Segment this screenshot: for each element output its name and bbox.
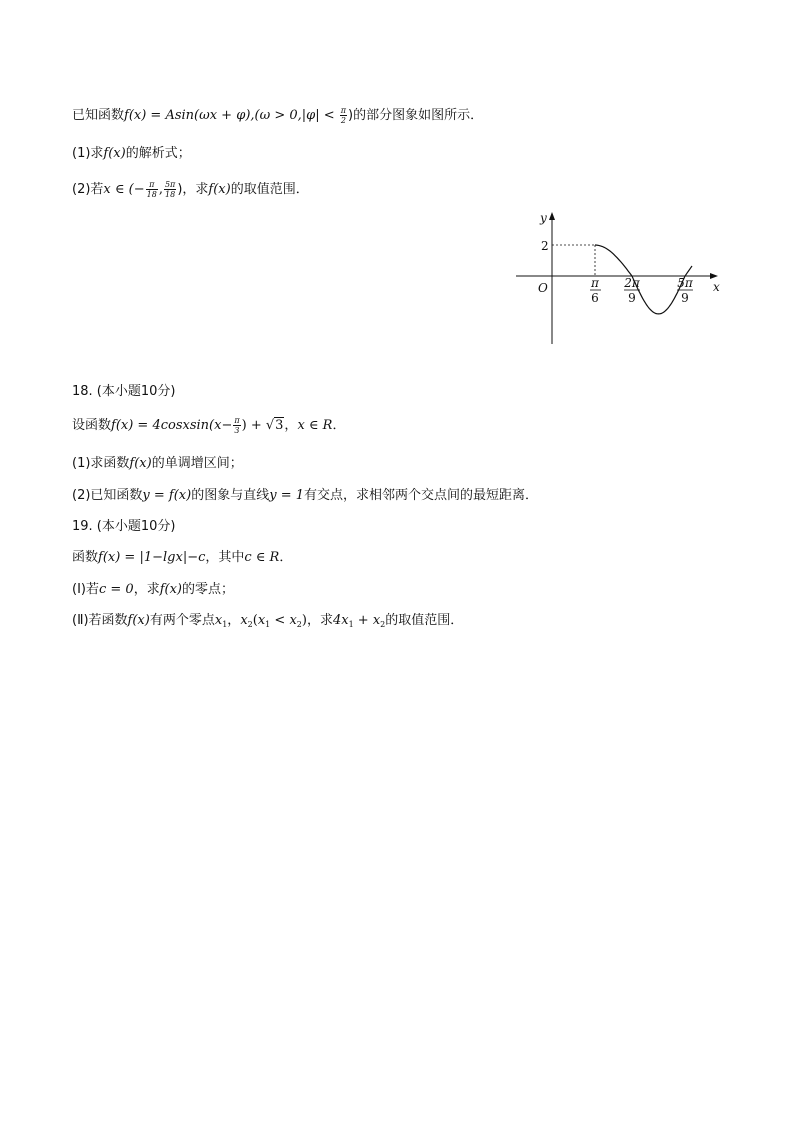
q17-condition: ,(ω > 0,|φ| <	[250, 108, 339, 123]
x-tick-2pi-9-num: 2π	[624, 276, 640, 290]
q17-part1-fx: f(x)	[103, 146, 126, 161]
q17-part2-x: x	[103, 182, 111, 197]
x-tick-pi-6-num: π	[591, 276, 599, 290]
q18-sqrt: √3	[265, 418, 284, 433]
q17-part2: (2)若x ∈ (− $\frac{\pi}{18}$ , $\frac{5\pi}{18}$ )，求f(x)的取值范围．	[72, 180, 309, 199]
x-axis-label: x	[713, 280, 720, 294]
q18-pi-over-3: $\frac{\pi}{3}$	[234, 416, 240, 435]
q18-def-prefix: 设函数	[72, 418, 112, 433]
q17-part2-fx: f(x)	[208, 182, 231, 197]
sine-graph-figure	[512, 208, 727, 350]
x-axis-arrow-icon	[710, 273, 718, 279]
q18-part2: (2)已知函数y = f(x)的图象与直线y = 1有交点，求相邻两个交点间的最短距离．	[72, 488, 539, 503]
q17-part1-prefix: (1)求	[72, 146, 104, 161]
q19-definition: 函数f(x) = |1−lgx|−c，其中c ∈ R．	[72, 550, 293, 565]
q17-frac-5pi-18: $\frac{5\pi}{18}$	[164, 180, 176, 199]
q18-def-close: ) +	[241, 418, 266, 433]
q17-intro-suffix: )的部分图象如图所示．	[348, 108, 484, 123]
q17-intro	[72, 106, 483, 126]
q19-part2: (Ⅱ)若函数f(x)有两个零点$x_1$，$x_2(x_1 < x_2)$，求$4x_1 + x_2$的取值范围．	[72, 613, 464, 629]
x-tick-pi-6-den: 6	[591, 291, 599, 305]
q17-part2-prefix: (2)若	[72, 182, 104, 197]
q17-part2-close: )，求	[177, 182, 209, 197]
q18-domain: x ∈ R	[297, 418, 333, 433]
q17-part1	[72, 144, 191, 164]
q18-def-fx: f(x) = 4cosxsin(x−	[111, 418, 233, 433]
q17-function: f(x) = Asin(ωx + φ)	[124, 108, 251, 123]
x-tick-2pi-9-den: 9	[628, 291, 636, 305]
q17-frac-pi-18: $\frac{\pi}{18}$	[146, 180, 157, 199]
x-tick-5pi-9-num: 5π	[677, 276, 693, 290]
q17-intro-prefix: 已知函数	[72, 108, 125, 123]
q18-header: 18. (本小题10分)	[72, 384, 176, 399]
q17-part1-suffix: 的解析式；	[125, 146, 191, 161]
origin-label: O	[538, 281, 548, 295]
q17-part2-in: ∈ (−	[110, 182, 145, 197]
q18-definition: 设函数f(x) = 4cosxsin(x− $\frac{\pi}{3}$ ) + √3，x ∈ R．	[72, 416, 346, 435]
q19-part1: (Ⅰ)若c = 0，求f(x)的零点；	[72, 582, 235, 597]
y-tick-2: 2	[541, 239, 549, 253]
y-axis-label: y	[540, 211, 547, 225]
x-tick-5pi-9-den: 9	[681, 291, 689, 305]
q17-part2-suffix: 的取值范围．	[230, 182, 309, 197]
q17-pi-over-2: $\frac{\pi}{2}$	[340, 106, 347, 125]
q18-part1: (1)求函数f(x)的单调增区间；	[72, 456, 243, 471]
y-axis-arrow-icon	[549, 212, 555, 220]
q19-header: 19. (本小题10分)	[72, 519, 176, 534]
